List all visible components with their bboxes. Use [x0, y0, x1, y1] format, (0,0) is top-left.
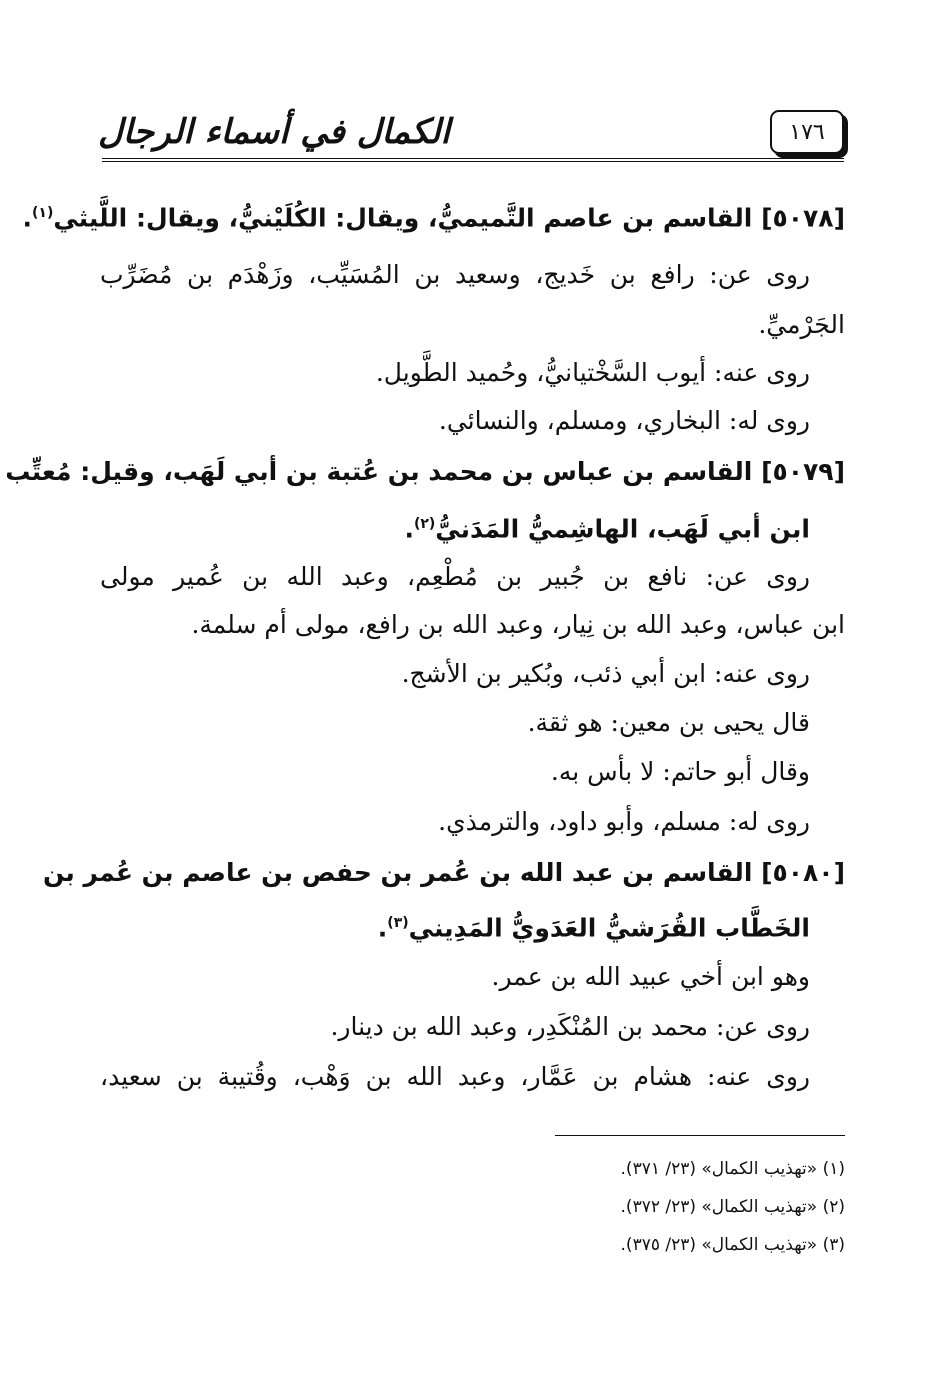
text-line: روى له: مسلم، وأبو داود، والترمذي. [438, 807, 810, 836]
footnote-rule [555, 1135, 845, 1136]
footnote-1: (١) «تهذيب الكمال» (٢٣/ ٣٧١). [620, 1159, 845, 1179]
entry-5080-heading: [٥٠٨٠] القاسم بن عبد الله بن عُمر بن حفص بن عاصم بن عُمر بن [42, 858, 845, 887]
text-line: ابن عباس، وعبد الله بن نِيار، وعبد الله بن رافع، مولى أم سلمة. [191, 610, 845, 639]
text-line: روى عن: نافع بن جُبير بن مُطْعِم، وعبد الله بن عُمير مولى [100, 562, 810, 591]
header-rule [102, 158, 844, 162]
footnote-ref-1: (١) [32, 205, 54, 221]
text-line: روى عنه: أيوب السَّخْتيانيُّ، وحُميد الطَّويل. [375, 358, 810, 387]
text-line: قال يحيى بن معين: هو ثقة. [527, 708, 810, 737]
text-line: روى عنه: ابن أبي ذئب، وبُكير بن الأشج. [401, 659, 810, 688]
text-line: الجَرْميِّ. [758, 310, 845, 339]
page-number-box [770, 110, 844, 154]
footnote-ref-3: (٣) [387, 915, 409, 931]
text-line: روى له: البخاري، ومسلم، والنسائي. [438, 406, 810, 435]
text-line: وهو ابن أخي عبيد الله بن عمر. [491, 962, 810, 991]
running-title: الكمال في أسماء الرجال [98, 112, 450, 152]
footnote-3: (٣) «تهذيب الكمال» (٢٣/ ٣٧٥). [620, 1235, 845, 1255]
page-number: ١٧٦ [789, 119, 825, 145]
entry-5079-heading: [٥٠٧٩] القاسم بن عباس بن محمد بن عُتبة بن أبي لَهَب، وقيل: مُعتِّب [5, 457, 845, 486]
entry-5078-heading: [٥٠٧٨] القاسم بن عاصم التَّميميُّ، ويقال: الكُلَيْنيُّ، ويقال: اللَّيثي$^{(١)}$. [22, 203, 845, 233]
entry-5079-heading-cont: ابن أبي لَهَب، الهاشِميُّ المَدَنيُّ$^{(٢)}$. [404, 514, 810, 544]
text-line: روى عن: رافع بن خَديج، وسعيد بن المُسَيِّب، وزَهْدَم بن مُضَرِّب [100, 260, 810, 289]
footnote-ref-2: (٢) [413, 516, 436, 532]
footnote-2: (٢) «تهذيب الكمال» (٢٣/ ٣٧٢). [620, 1197, 845, 1217]
text-line: وقال أبو حاتم: لا بأس به. [550, 757, 810, 786]
text-line: روى عن: محمد بن المُنْكَدِر، وعبد الله بن دينار. [330, 1012, 810, 1041]
entry-5080-heading-cont: الخَطَّاب القُرَشيُّ العَدَويُّ المَدِيني$^{(٣)}$. [377, 913, 810, 943]
text-line: روى عنه: هشام بن عَمَّار، وعبد الله بن وَهْب، وقُتيبة بن سعيد، [100, 1062, 810, 1091]
